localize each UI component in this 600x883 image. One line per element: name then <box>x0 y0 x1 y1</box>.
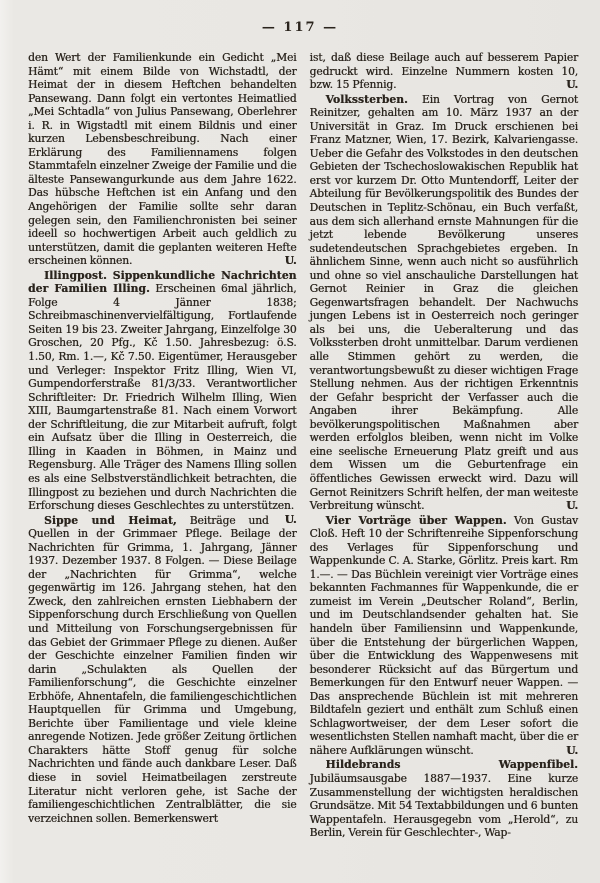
paragraph-review-sippe-und-heimat <box>28 514 297 826</box>
text-columns <box>0 35 600 841</box>
reviewer-initial: U. <box>284 512 297 526</box>
reviewer-initial: U. <box>284 254 297 268</box>
reviewer-initial: U. <box>566 743 578 757</box>
review-text: Jubiläumsausgabe 1887—1937. Eine kurze Zusammenstellung der wichtigsten heraldischen Grundsätze. Mit 54 Textabbildungen und 6 bunten Wappentafeln. Herausgegebn vom „Herold“, zu Berlin, Verein für Geschlechter-, Wap- <box>309 771 578 840</box>
review-title: Sippe und Heimat, <box>44 513 177 527</box>
review-title: Vier Vorträge über Wappen. <box>325 513 507 527</box>
review-title: Illingpost. Sippenkundliche Nachrichten der Familien Illing. <box>28 268 297 296</box>
reviewer-initial: U. <box>566 499 578 513</box>
review-text: Von Gustav Cloß. Heft 10 der Schriftenreihe Sippenforschung des Verlages für Sippenforschung und Wappenkunde C. A. Starke, Görlitz. Preis kart. Rm 1.—. — Das Büchlein vereinigt vier Vorträge eines bekannten Fachmannes für Wappenkunde, die er zumeist im Verein „Deutscher Roland“, Berlin, und im Deutschlandsender gehalten hat. Sie handeln über Familiensinn und Wappenkunde, über die Entstehung der bürgerlichen Wappen, über die Entwicklung des Wappenwesens mit besonderer Rücksicht auf das Bürgertum und Bemerkungen für den Entwurf neuer Wappen. — Das ansprechende Büchlein ist mit mehreren Bildtafeln geziert und enthält zum Schluß einen Schlagwortweiser, der dem Leser sofort die wesentlichsten Stellen namhaft macht, über die er nähere Aufklärungen wünscht. <box>309 513 578 757</box>
reviewer-initial: U. <box>566 78 578 92</box>
paragraph-review-vier-vortraege <box>310 514 579 758</box>
review-title: Volkssterben. <box>325 92 408 106</box>
paragraph-review-continuation <box>310 51 579 92</box>
right-column <box>310 51 579 841</box>
review-text: Ein Vortrag von Gernot Reinitzer, gehalten am 10. März 1937 an der Universität in Graz. Im Druck erschienen bei Franz Matzner, Wien, 17. Bezirk, Kalvariengasse. Ueber die Gefahr des Volkstodes in den deutschen Gebieten der Tschechoslowakischen Republik hat erst vor kurzem Dr. Otto Muntendorff, Leiter der Abteilung für Bevölkerungspolitik des Bundes der Deutschen in Teplitz-Schönau, ein Buch verfaßt, aus dem sich allerhand ernste Mahnungen für die jetzt lebende Bevölkerung unseres sudetendeutschen Sprachgebietes ergeben. In ähnlichem Sinne, wenn auch nicht so ausführlich und ohne so viel anschauliche Darstellungen hat Gernot Reinier in Graz die gleichen Gegenwartsfragen behandelt. Der Nachwuchs jungen Lebens ist in Oesterreich noch geringer als bei uns, die Ueberalterung und das Volkssterben droht unmittelbar. Darum verdienen alle Stimmen gehört zu werden, die verantwortungsbewußt zu dieser wichtigen Frage Stellung nehmen. Aus der richtigen Erkenntnis der Gefahr bespricht der Verfasser auch die Angaben ihrer Bekämpfung. Alle bevölkerungspolitischen Maßnahmen aber werden erfolglos bleiben, wenn nicht im Volke eine seelische Erneuerung Platz greift und aus dem Wissen um die Geburtenfrage ein öffentliches Gewissen erweckt wird. Dazu will Gernot Reinitzers Schrift helfen, der man weiteste Verbreitung wünscht. <box>309 92 578 513</box>
paragraph-review-volkssterben <box>310 93 579 513</box>
left-column <box>28 51 297 841</box>
paragraph-review-continuation <box>28 51 297 268</box>
review-title: Hildebrands Wappenfibel. <box>325 758 578 772</box>
review-text: ist, daß diese Beilage auch auf besserem Papier gedruckt wird. Einzelne Nummern kosten 10, bzw. 15 Pfennig. <box>309 51 578 92</box>
review-text: Beiträge und Quellen in der Grimmaer Pflege. Beilage der Nachrichten für Grimma, 1. Jahrgang, Jänner 1937. Dezember 1937. 8 Folgen. — Diese Beilage der „Nachrichten für Grimma“, welche gegenwärtig im 126. Jahrgang stehen, hat den Zweck, den zahlreichen ernsten Liebhabern der Sippenforschung durch Erschließung von Quellen und Mitteilung von Forschungsergebnissen für das Gebiet der Grimmaer Pflege zu dienen. Außer der Geschichte einzelner Familien finden wir darin „Schulakten als Quellen der Familienforschung“, die Geschichte einzelner Erbhöfe, Ahnentafeln, die familiengeschichtlichen Hauptquellen für Grimma und Umgebung, Berichte über Familientage und viele kleine anregende Notizen. Jede größer Zeitung örtlichen Charakters hätte Stoff genug für solche Nachrichten und fände auch dankbare Leser. Daß diese in soviel Heimatbeilagen zerstreute Literatur nicht verloren gehe, ist Sache der familiengeschichtlichen Zentralblätter, die sie verzeichnen sollen. Bemerkenswert <box>28 513 297 825</box>
review-text: den Wert der Familienkunde ein Gedicht „Mei Hämt“ mit einem Bilde von Wichstadtl, der Heimat der in diesem Heftchen behandelten Pansewang. Dann folgt ein vertontes Heimatlied „Mei Schtadla“ von Julius Pansewang, Oberlehrer i. R. in Wigstadtl mit einem Bildnis und einer kurzen Lebensbeschreibung. Nach einer Erklärung des Familiennamens folgen Stammtafeln einzelner Zweige der Familie und die älteste Pansewangurkunde aus dem Jahre 1622. Das hübsche Heftchen ist ein Anfang und den Angehörigen der Familie sollte sehr daran gelegen sein, den Familienchronisten bei seiner ideell so hochwertigen Arbeit auch geldlich zu unterstützen, damit die geplanten weiteren Hefte erscheinen können. <box>28 51 297 268</box>
paragraph-review-wappenfibel <box>310 758 579 839</box>
page-number: — 117 — <box>261 20 339 35</box>
review-text: Erscheinen 6mal jährlich, Folge 4 Jänner 1838; Schreibmaschinenvervielfältigung, Fortlaufende Seiten 19 bis 23. Zweiter Jahrgang, Einzelfolge 30 Groschen, 20 Pfg., Kč 1.50. Jahresbezug: ö.S. 1.50, Rm. 1.—, Kč 7.50. Eigentümer, Herausgeber und Verleger: Inspektor Fritz Illing, Wien VI, Gumpendorferstraße 81/3/33. Verantwortlicher Schriftleiter: Dr. Friedrich Wilhelm Illing, Wien XIII, Baumgartenstraße 81. Nach einem Vorwort der Schriftleitung, die zur Mitarbeit aufruft, folgt ein Aufsatz über die Illing in Oesterreich, die Illing in Kaaden in Böhmen, in Mainz und Regensburg. Alle Träger des Namens Illing sollen es als eine Selbstverständlichkeit betrachten, die Illingpost zu beziehen und durch Nachrichten die Erforschung dieses Geschlechtes zu unterstützen. <box>28 282 297 513</box>
